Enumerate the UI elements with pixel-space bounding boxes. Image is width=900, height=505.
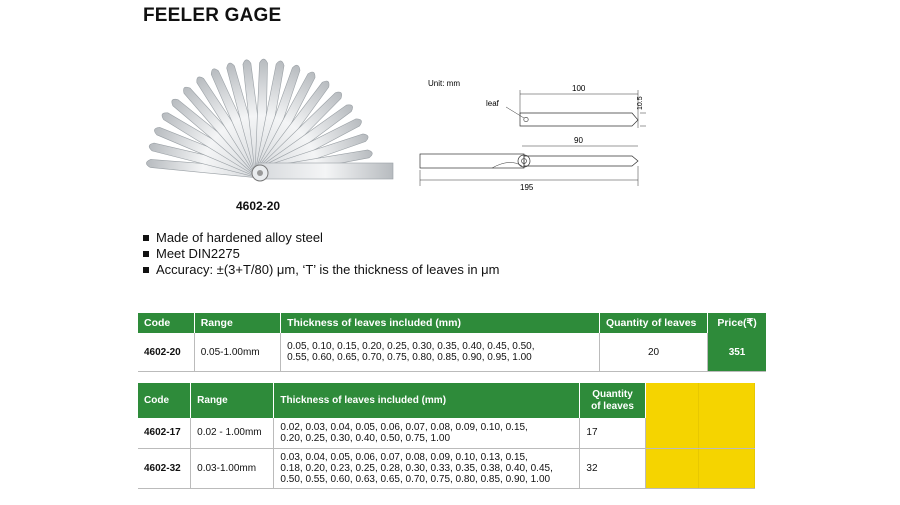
- feature-list: [143, 230, 500, 278]
- table-row: [138, 418, 755, 448]
- highlight-cell: [698, 418, 754, 448]
- highlight-cell: [698, 383, 754, 418]
- quantity-cell: 32: [580, 448, 645, 488]
- thickness-cell: 0.05, 0.10, 0.15, 0.20, 0.25, 0.30, 0.35, 0.40, 0.45, 0.50, 0.55, 0.60, 0.65, 0.70, 0.75, 0.80, 0.85, 0.90, 0.95, 1.00: [281, 333, 600, 372]
- price-cell: 351: [708, 333, 766, 372]
- bullet-icon: [143, 235, 149, 241]
- bullet-icon: [143, 267, 149, 273]
- thickness-cell: 0.02, 0.03, 0.04, 0.05, 0.06, 0.07, 0.08, 0.09, 0.10, 0.15, 0.20, 0.25, 0.30, 0.40, 0.50, 0.75, 1.00: [274, 418, 580, 448]
- feeler-gage-photo: [138, 45, 398, 195]
- bullet-icon: [143, 251, 149, 257]
- range-cell: 0.05-1.00mm: [194, 333, 280, 372]
- dim-100: 100: [572, 84, 586, 93]
- spec-table-variants: [138, 383, 755, 489]
- table-header-row: [138, 313, 766, 333]
- col-price: Price(₹): [708, 313, 766, 333]
- table-header-row: [138, 383, 755, 418]
- highlight-cell: [698, 448, 754, 488]
- col-range: Range: [194, 313, 280, 333]
- code-cell: 4602-17: [138, 418, 191, 448]
- range-cell: 0.03-1.00mm: [191, 448, 274, 488]
- table-row: [138, 333, 766, 372]
- col-code: Code: [138, 383, 191, 418]
- highlight-cell: [645, 448, 698, 488]
- dim-10-5: 10.5: [637, 96, 644, 110]
- feature-item: Meet DIN2275: [143, 246, 500, 262]
- code-cell: 4602-20: [138, 333, 194, 372]
- product-code-caption: 4602-20: [236, 199, 281, 213]
- feature-item: Accuracy: ±(3+T/80) μm, ‘T’ is the thickness of leaves in μm: [143, 262, 500, 278]
- thickness-cell: 0.03, 0.04, 0.05, 0.06, 0.07, 0.08, 0.09, 0.10, 0.13, 0.15, 0.18, 0.20, 0.23, 0.25, 0.28, 0.30, 0.33, 0.35, 0.38, 0.40, 0.45, 0.50, 0.55, 0.60, 0.63, 0.65, 0.70, 0.75, 0.80, 0.85, 0.90, 1.00: [274, 448, 580, 488]
- feature-item: Made of hardened alloy steel: [143, 230, 500, 246]
- col-quantity: Quantity of leaves: [599, 313, 707, 333]
- quantity-cell: 17: [580, 418, 645, 448]
- dim-195: 195: [520, 183, 534, 192]
- table-row: [138, 448, 755, 488]
- col-code: Code: [138, 313, 194, 333]
- quantity-cell: 20: [599, 333, 707, 372]
- highlight-cell: [645, 418, 698, 448]
- unit-label: Unit: mm: [428, 79, 460, 88]
- col-range: Range: [191, 383, 274, 418]
- range-cell: 0.02 - 1.00mm: [191, 418, 274, 448]
- leaf-label: leaf: [486, 99, 499, 108]
- code-cell: 4602-32: [138, 448, 191, 488]
- col-thickness: Thickness of leaves included (mm): [274, 383, 580, 418]
- col-quantity: Quantity of leaves: [580, 383, 645, 418]
- page-title: FEELER GAGE: [143, 5, 282, 26]
- highlight-cell: [645, 383, 698, 418]
- dimension-drawing: [410, 70, 670, 200]
- col-thickness: Thickness of leaves included (mm): [281, 313, 600, 333]
- dim-90: 90: [574, 136, 583, 145]
- spec-table-4602-20: [138, 313, 766, 372]
